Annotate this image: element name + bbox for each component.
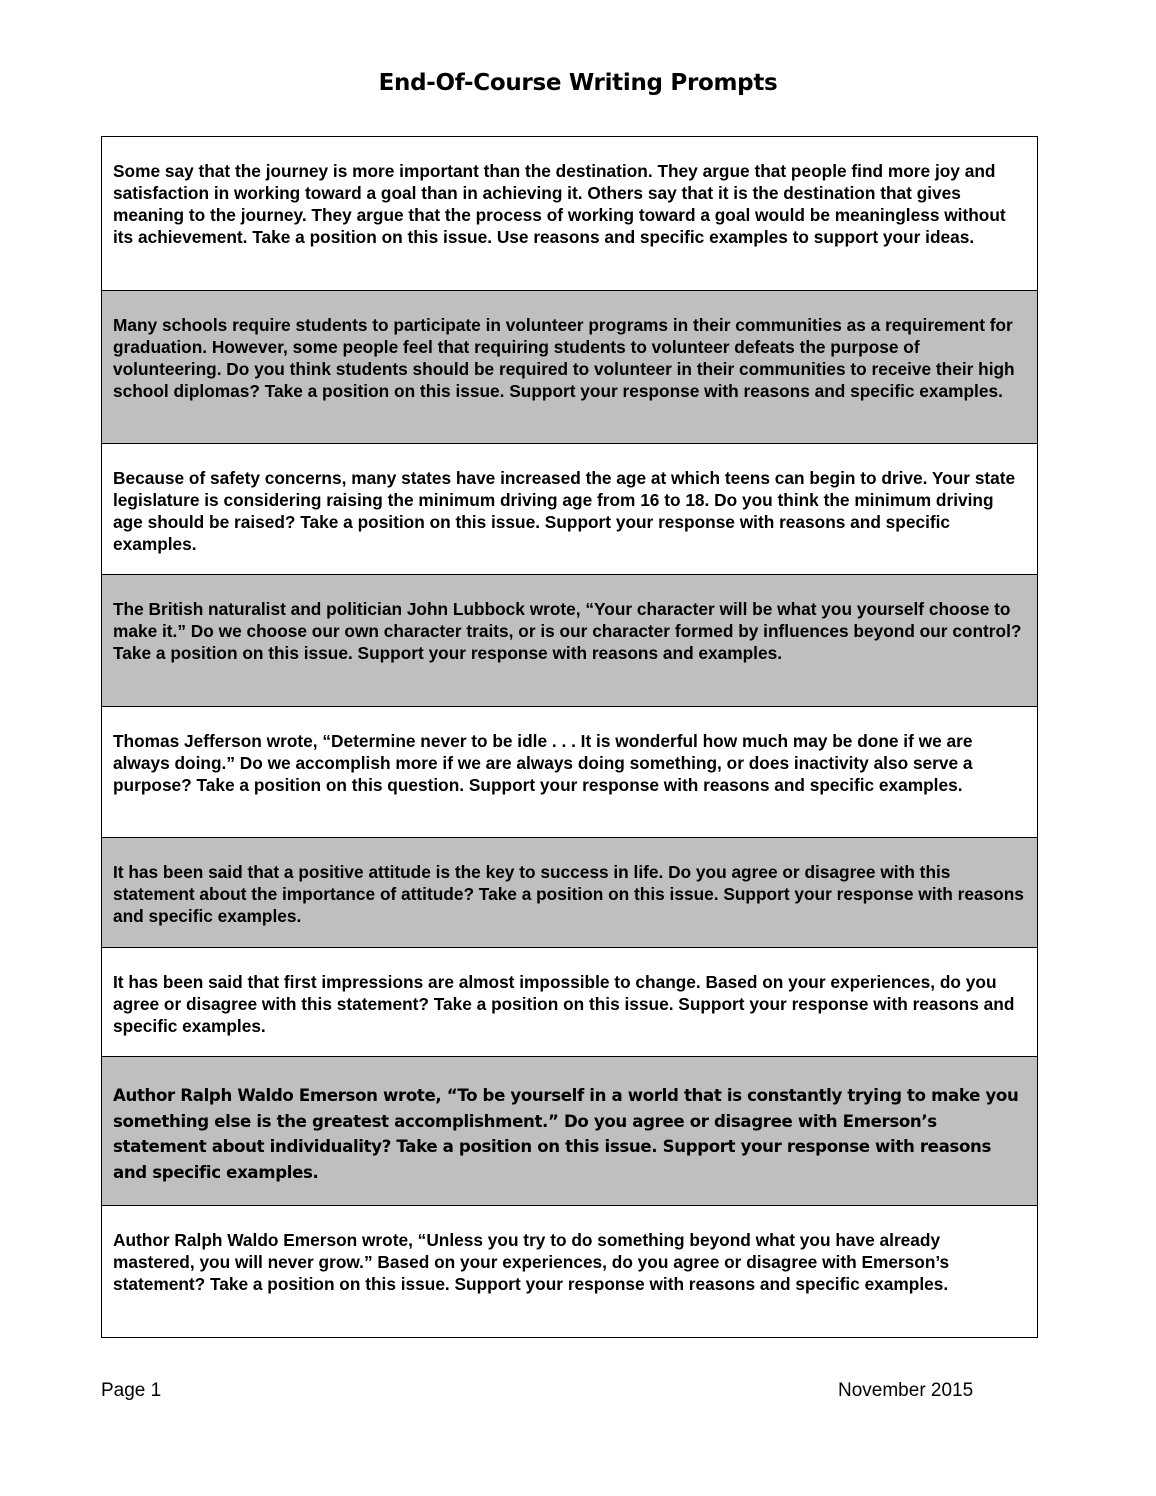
page-number: Page 1 bbox=[101, 1380, 162, 1401]
prompt-row: Author Ralph Waldo Emerson wrote, “Unless you try to do something beyond what you have already mastered, you will never grow.” Based on your experiences, do you agree or disagree with Emerson’s statement? Take a position on this issue. Support your response with reasons and specific examples. bbox=[102, 1206, 1037, 1338]
prompt-row: The British naturalist and politician John Lubbock wrote, “Your character will be what you yourself choose to make it.” Do we choose our own character traits, or is our character formed by influences beyond our control? Take a position on this issue. Support your response with reasons and examples. bbox=[102, 575, 1037, 707]
footer-date: November 2015 bbox=[838, 1380, 974, 1401]
prompt-row: Many schools require students to participate in volunteer programs in their communities as a requirement for graduation. However, some people feel that requiring students to volunteer defeats the purpose of volunteering. Do you think students should be required to volunteer in their communities to receive their high school diplomas? Take a position on this issue. Support your response with reasons and specific examples. bbox=[102, 291, 1037, 444]
page-title: End-Of-Course Writing Prompts bbox=[378, 70, 778, 96]
prompt-row: Author Ralph Waldo Emerson wrote, “To be yourself in a world that is constantly trying to make you something else is the greatest accomplishment.” Do you agree or disagree with Emerson’s statement about individuality? Take a position on this issue. Support your response with reasons and specific examples. bbox=[102, 1057, 1037, 1206]
prompt-row: Thomas Jefferson wrote, “Determine never to be idle . . . It is wonderful how much may be done if we are always doing.” Do we accomplish more if we are always doing something, or does inactivity also serve a purpose? Take a position on this question. Support your response with reasons and specific examples. bbox=[102, 707, 1037, 838]
prompts-table bbox=[101, 136, 1038, 1338]
prompt-row: It has been said that first impressions are almost impossible to change. Based on your experiences, do you agree or disagree with this statement? Take a position on this issue. Support your response with reasons and specific examples. bbox=[102, 948, 1037, 1057]
prompt-row: Some say that the journey is more important than the destination. They argue that people find more joy and satisfaction in working toward a goal than in achieving it. Others say that it is the destination that gives meaning to the journey. They argue that the process of working toward a goal would be meaningless without its achievement. Take a position on this issue. Use reasons and specific examples to support your ideas. bbox=[102, 137, 1037, 291]
prompt-row: It has been said that a positive attitude is the key to success in life. Do you agree or disagree with this statement about the importance of attitude? Take a position on this issue. Support your response with reasons and specific examples. bbox=[102, 838, 1037, 948]
prompt-row: Because of safety concerns, many states have increased the age at which teens can begin to drive. Your state legislature is considering raising the minimum driving age from 16 to 18. Do you think the minimum driving age should be raised? Take a position on this issue. Support your response with reasons and specific examples. bbox=[102, 444, 1037, 575]
